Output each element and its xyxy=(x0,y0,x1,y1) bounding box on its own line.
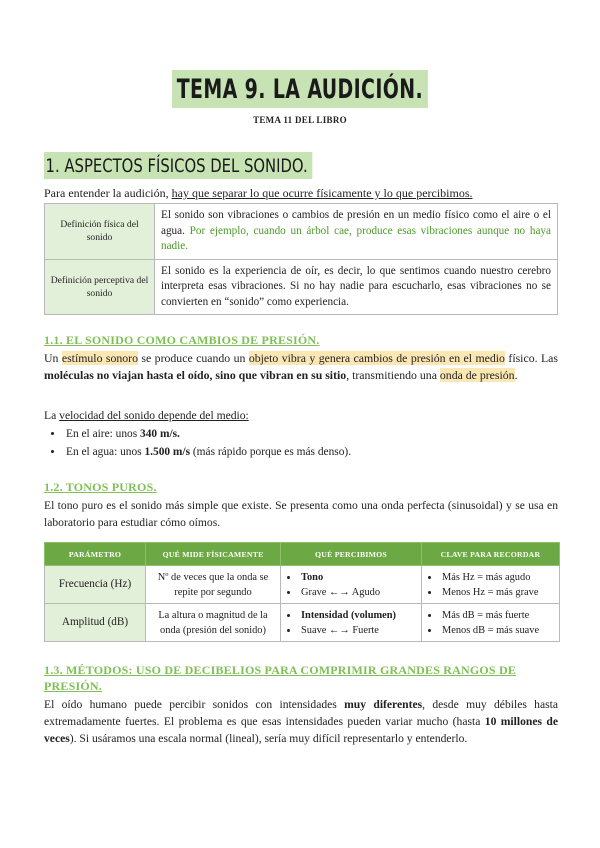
intro-underlined: hay que separar lo que ocurre físicamente y lo que percibimos. xyxy=(171,186,473,200)
section-1-3-paragraph xyxy=(44,696,558,747)
table-cell-percibimos xyxy=(281,566,422,604)
section-1-2-paragraph: El tono puro es el sonido más simple que existe. Se presenta como una onda perfecta (sinusoidal) y se usa en laboratorio para estudiar cómo oímos. xyxy=(44,499,558,529)
table-cell-mide: Nº de veces que la onda se repite por segundo xyxy=(146,566,281,604)
section-1-heading-container xyxy=(44,152,388,179)
table-header: QUÉ MIDE FÍSICAMENTE xyxy=(146,543,281,566)
text-run: ). Si usáramos una escala normal (lineal), sería muy difícil representarlo y entenderlo. xyxy=(69,732,468,745)
list-item: • Suave ←→ Fuerte xyxy=(299,623,417,638)
highlight-estimulo: estímulo sonoro xyxy=(61,351,139,365)
table-header: QUÉ PERCIBIMOS xyxy=(281,543,422,566)
highlight-onda: onda de presión xyxy=(439,368,515,382)
value-bold: 340 m/s. xyxy=(140,428,180,440)
percibimos-bold: Intensidad (volumen) xyxy=(301,609,396,621)
section-1-1-heading: 1.1. EL SONIDO COMO CAMBIOS DE PRESIÓN. xyxy=(44,333,320,347)
table-cell-param: Amplitud (dB) xyxy=(45,604,146,642)
definition-text: El sonido es la experiencia de oír, es decir, lo que sentimos cuando nuestro cerebro interpreta esas vibraciones. Si no hay nadie para escucharlo, esas vibraciones no se convierten en “sonido” como experiencia. xyxy=(155,259,558,315)
list-item: • Más Hz = más agudo xyxy=(440,570,555,585)
list-item: • Grave ←→ Agudo xyxy=(299,585,417,600)
definition-text xyxy=(155,204,558,260)
velocity-underlined: velocidad del sonido depende del medio: xyxy=(59,409,249,422)
value-bold: 1.500 m/s xyxy=(144,446,191,458)
list-item: • Más dB = más fuerte xyxy=(440,608,555,623)
table-row xyxy=(45,566,560,604)
tonos-table xyxy=(44,542,560,642)
text-run: físico. Las xyxy=(504,351,558,365)
heading-line: 1.3. MÉTODOS: USO DE DECIBELIOS PARA COMPRIMIR GRANDES RANGOS DE xyxy=(44,663,517,677)
list-item xyxy=(299,608,417,623)
list-item: • Menos Hz = más grave xyxy=(440,585,555,600)
highlight-objeto-vibra: objeto vibra y genera cambios de presión en el medio xyxy=(248,351,505,365)
text-run: . xyxy=(514,368,518,382)
text-run: En el aire: unos xyxy=(66,428,141,440)
table-header-row xyxy=(45,543,560,566)
intro-text: Para entender la audición, xyxy=(44,186,172,200)
text-run: El oído humano puede percibir sonidos con intensidades xyxy=(44,698,345,711)
text-run: (más rápido porque es más denso). xyxy=(190,446,352,458)
heading-line: PRESIÓN. xyxy=(44,679,102,693)
page-title: TEMA 9. LA AUDICIÓN. xyxy=(172,70,428,108)
definition-row xyxy=(45,204,558,260)
title-container xyxy=(0,70,600,108)
section-1-3-heading xyxy=(44,662,558,694)
section-1-1-paragraph xyxy=(44,350,558,384)
definition-label: Definición física del sonido xyxy=(45,204,155,260)
table-header: PARÁMETRO xyxy=(45,543,146,566)
percibimos-bold: Tono xyxy=(301,571,324,583)
definition-text-main: El sonido son vibraciones o cambios de presión en un medio físico como el aire o el agua. xyxy=(161,209,551,237)
table-cell-mide: La altura o magnitud de la onda (presión del sonido) xyxy=(146,604,281,642)
bold-run: 10 millones de veces xyxy=(44,715,558,745)
table-header: CLAVE PARA RECORDAR xyxy=(422,543,560,566)
list-item xyxy=(64,425,351,443)
definitions-table xyxy=(44,203,558,315)
clave-list xyxy=(426,608,555,638)
bold-run: muy diferentes xyxy=(344,698,423,711)
clave-list xyxy=(426,570,555,600)
percibimos-list xyxy=(285,608,417,638)
page-subtitle: TEMA 11 DEL LIBRO xyxy=(253,115,347,125)
definition-label: Definición perceptiva del sonido xyxy=(45,259,155,315)
table-cell-clave xyxy=(422,604,560,642)
table-cell-clave xyxy=(422,566,560,604)
text-run: En el agua: unos xyxy=(66,446,145,458)
text-run: Un xyxy=(44,351,62,365)
text-run: , transmitiendo una xyxy=(346,368,440,382)
section-1-2-heading: 1.2. TONOS PUROS. xyxy=(44,480,157,494)
definition-row xyxy=(45,259,558,315)
table-cell-percibimos xyxy=(281,604,422,642)
list-item xyxy=(64,443,351,461)
velocity-list xyxy=(44,425,351,461)
list-item: • Menos dB = más suave xyxy=(440,623,555,638)
text-run: , desde muy débiles hasta extremadamente fuertes. El problema es que esas intensidades pueden variar mucho (hasta xyxy=(44,698,559,728)
text-run: La xyxy=(44,409,60,422)
table-cell-param: Frecuencia (Hz) xyxy=(45,566,146,604)
text-run: se produce cuando un xyxy=(138,351,249,365)
section-1-intro xyxy=(44,186,473,201)
bold-moleculas: moléculas no viajan hasta el oído, sino que vibran en su sitio xyxy=(44,368,347,382)
section-1-heading: 1. ASPECTOS FÍSICOS DEL SONIDO. xyxy=(44,152,312,179)
list-item xyxy=(299,570,417,585)
percibimos-list xyxy=(285,570,417,600)
definition-example: Por ejemplo, cuando un árbol cae, produce esas vibraciones aunque no haya nadie. xyxy=(161,224,551,252)
velocity-intro xyxy=(44,407,558,424)
table-row xyxy=(45,604,560,642)
